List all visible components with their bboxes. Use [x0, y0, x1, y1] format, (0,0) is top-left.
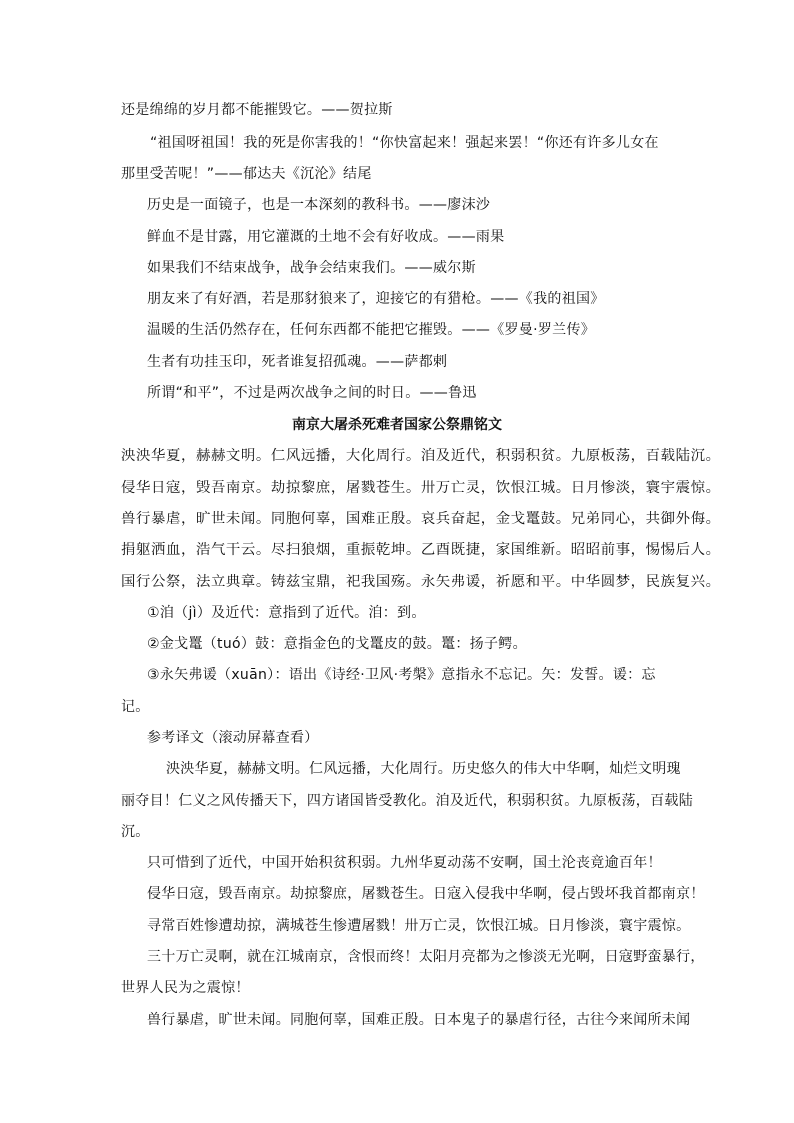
- quote-line: “祖国呀祖国！我的死是你害我的！“你快富起来！强起来罢！“你还有许多儿女在: [150, 135, 659, 151]
- inscription-line: 侵华日寇，毁吾南京。劫掠黎庶，屠戮苍生。卅万亡灵，饮恨江城。日月惨淡，寰宇震惊。: [121, 480, 721, 496]
- quote-line: 所谓“和平”，不过是两次战争之间的时日。——鲁迅: [147, 385, 477, 401]
- translation-line: 沉。: [121, 824, 150, 840]
- translation-line: 兽行暴虐，旷世未闻。同胞何辜，国难正殷。日本鬼子的暴虐行径，古往今来闻所未闻: [147, 1012, 691, 1028]
- quote-line: 如果我们不结束战争，战争会结束我们。——威尔斯: [147, 260, 476, 276]
- inscription-line: 兽行暴虐，旷世未闻。同胞何辜，国难正殷。哀兵奋起，金戈鼍鼓。兄弟同心，共御外侮。: [121, 511, 721, 527]
- translation-line: 丽夺目！仁义之风传播天下，四方诸国皆受教化。洎及近代，积弱积贫。九原板荡，百载陆: [121, 793, 693, 809]
- translation-line: 寻常百姓惨遭劫掠，满城苍生惨遭屠戮！卅万亡灵，饮恨江城。日月惨淡，寰宇震惊。: [147, 918, 691, 934]
- note-line: ②金戈鼍（tuó）鼓：意指金色的戈鼍皮的鼓。鼍：扬子鳄。: [147, 636, 527, 652]
- note-line: 记。: [121, 699, 150, 715]
- inscription-line: 捐躯洒血，浩气干云。尽扫狼烟，重振乾坤。乙酉既捷，家国维新。昭昭前事，惕惕后人。: [121, 542, 721, 558]
- quote-line: 鲜血不是甘露，用它灌溉的土地不会有好收成。——雨果: [147, 229, 505, 245]
- quote-line: 朋友来了有好酒，若是那豺狼来了，迎接它的有猎枪。——《我的祖国》: [147, 291, 605, 307]
- note-line: ①洎（jì）及近代：意指到了近代。洎：到。: [147, 605, 426, 621]
- translation-heading: 参考译文（滚动屏幕查看）: [147, 730, 319, 746]
- quote-line: 那里受苦呢！”——郁达夫《沉沦》结尾: [121, 166, 372, 182]
- quote-line: 温暖的生活仍然存在，任何东西都不能把它摧毁。——《罗曼·罗兰传》: [147, 322, 596, 338]
- inscription-line: 泱泱华夏，赫赫文明。仁风远播，大化周行。洎及近代，积弱积贫。九原板荡，百载陆沉。: [121, 448, 721, 464]
- translation-line: 世界人民为之震惊！: [121, 980, 250, 996]
- translation-line: 三十万亡灵啊，就在江城南京，含恨而终！太阳月亮都为之惨淡无光啊，日寇野蛮暴行，: [147, 949, 705, 965]
- translation-line: 泱泱华夏，赫赫文明。仁风远播，大化周行。历史悠久的伟大中华啊，灿烂文明瑰: [166, 761, 681, 777]
- translation-line: 只可惜到了近代，中国开始积贫积弱。九州华夏动荡不安啊，国土沦丧竟逾百年！: [147, 855, 662, 871]
- quote-line: 还是绵绵的岁月都不能摧毁它。——贺拉斯: [121, 102, 393, 118]
- translation-line: 侵华日寇，毁吾南京。劫掠黎庶，屠戮苍生。日寇入侵我中华啊，侵占毁坏我首都南京！: [147, 886, 705, 902]
- quote-line: 生者有功挂玉印，死者谁复招孤魂。——萨都剌: [147, 354, 448, 370]
- inscription-line: 国行公祭，法立典章。铸兹宝鼎，祀我国殇。永矢弗谖，祈愿和平。中华圆梦，民族复兴。: [121, 574, 721, 590]
- note-line: ③永矢弗谖（xuān）：语出《诗经·卫风·考槃》意指永不忘记。矢：发誓。谖：忘: [147, 667, 656, 683]
- section-title: 南京大屠杀死难者国家公祭鼎铭文: [292, 417, 502, 433]
- quote-line: 历史是一面镜子，也是一本深刻的教科书。——廖沫沙: [147, 197, 491, 213]
